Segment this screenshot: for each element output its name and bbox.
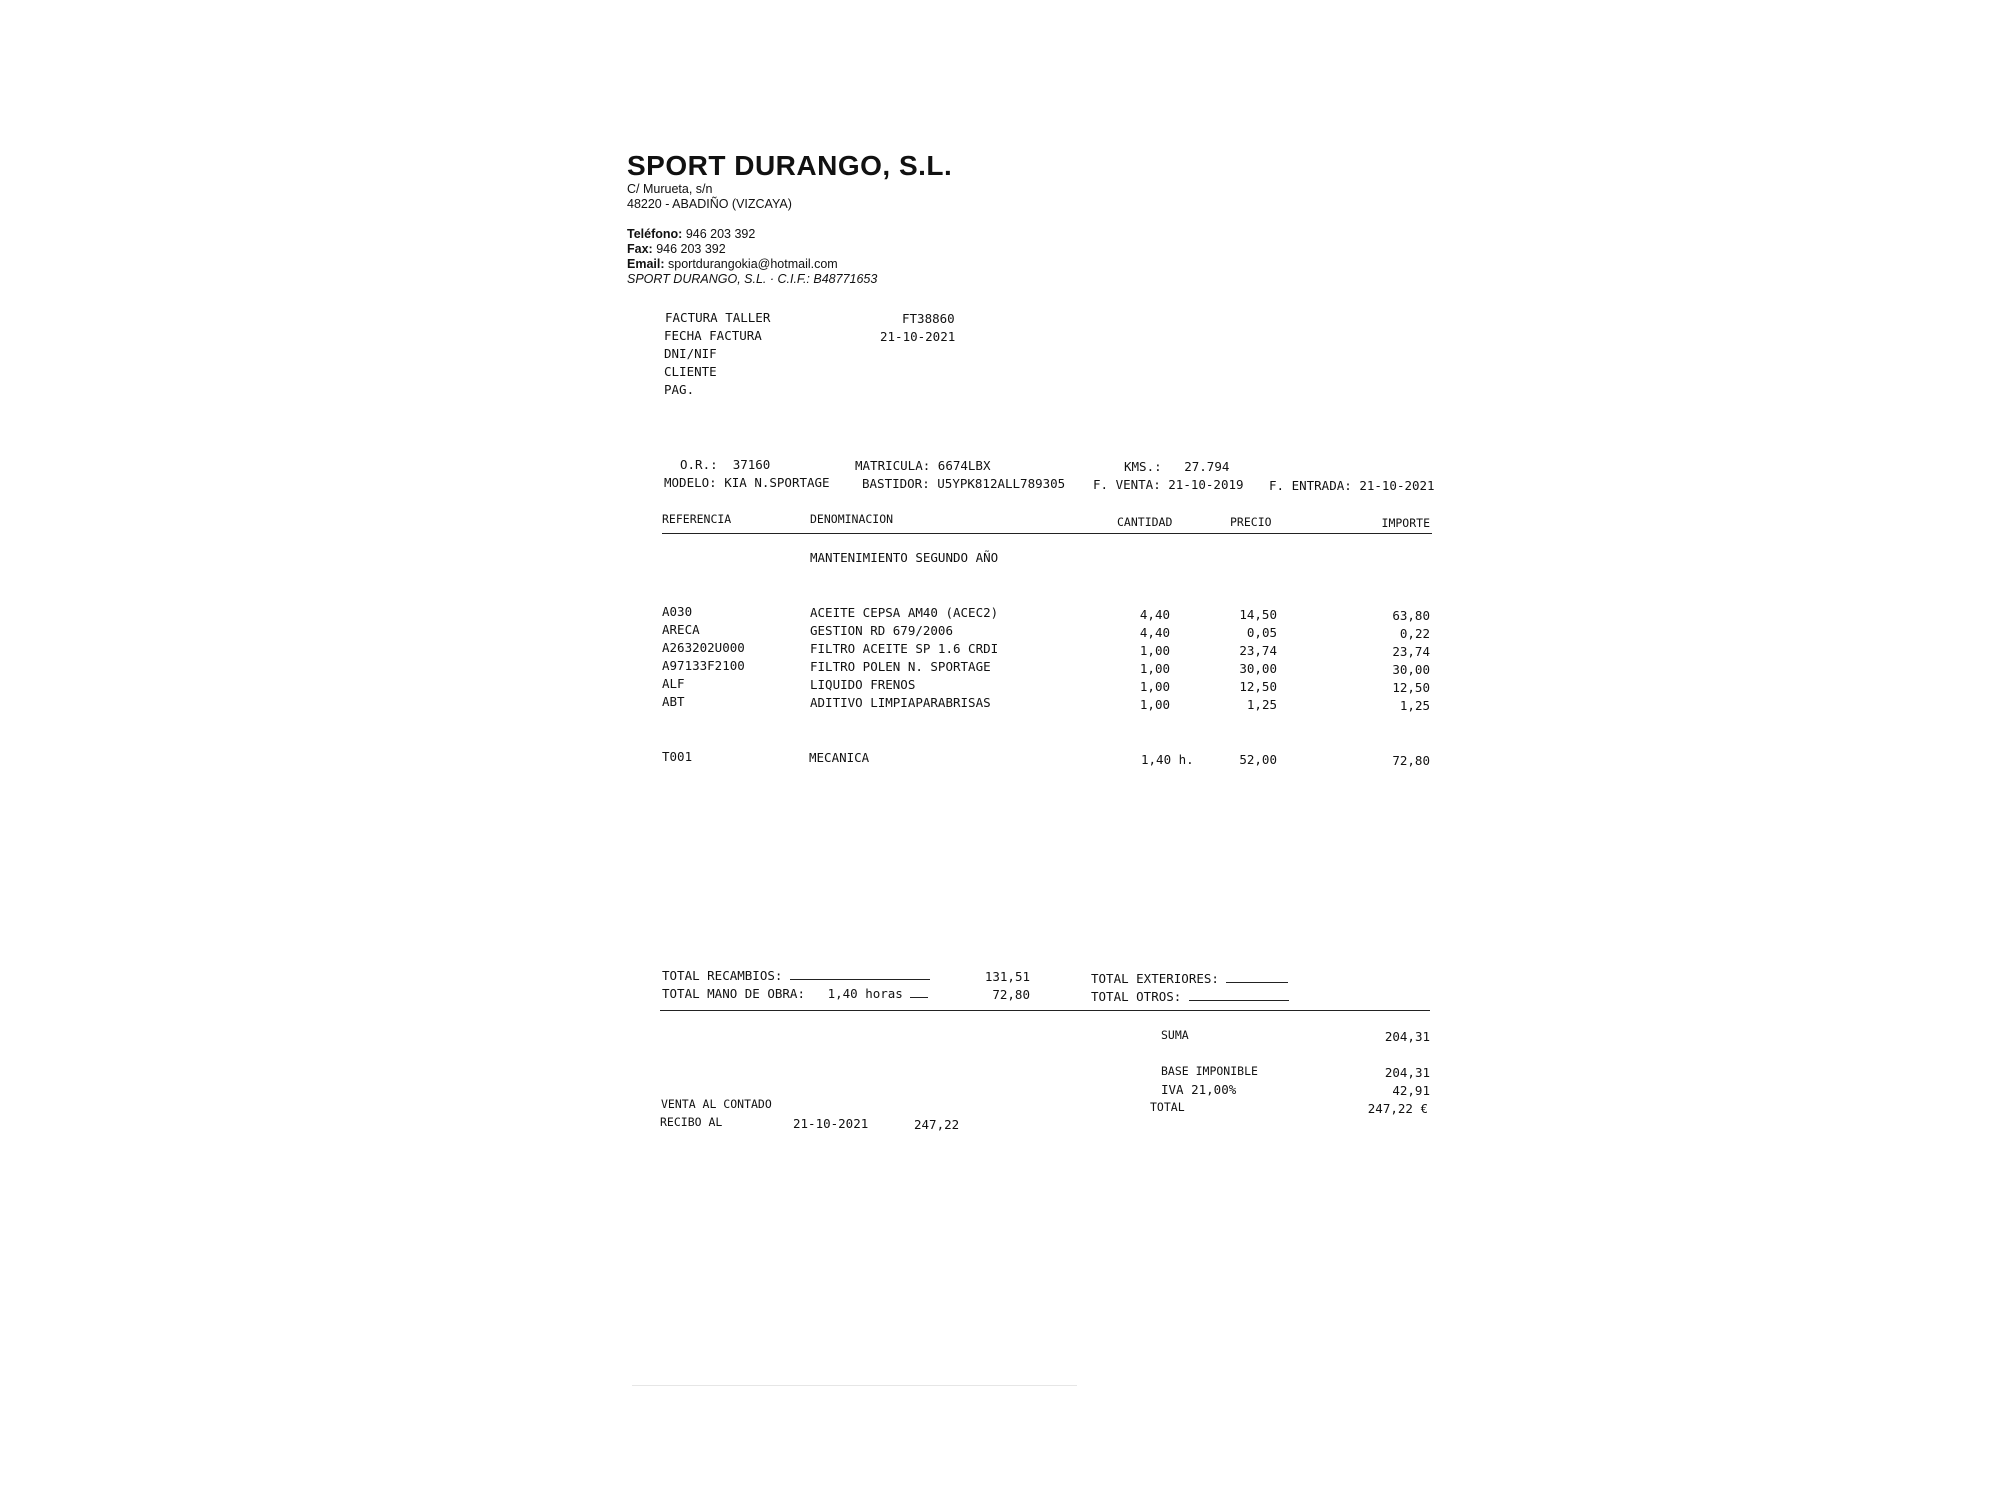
company-cif: SPORT DURANGO, S.L. · C.I.F.: B48771653 (627, 272, 878, 286)
company-street: C/ Murueta, s/n (627, 182, 713, 196)
bastidor-field (862, 476, 1065, 491)
phone-label: Teléfono: (627, 227, 683, 241)
row-desc: MECANICA (809, 750, 870, 765)
factura-label: FACTURA TALLER (665, 310, 771, 325)
row-ref: ALF (662, 676, 685, 691)
row-amount: 0,22 (1399, 626, 1430, 641)
row-amount: 63,80 (1392, 608, 1430, 623)
total-mano-field (662, 986, 928, 1001)
factura-value: FT38860 (902, 311, 955, 326)
row-ref: A97133F2100 (662, 658, 745, 673)
recibo-amount: 247,22 (914, 1117, 960, 1132)
section-title: MANTENIMIENTO SEGUNDO AÑO (810, 550, 999, 565)
row-ref: ARECA (662, 622, 700, 637)
total-mano-label: TOTAL MANO DE OBRA: (662, 986, 805, 1001)
row-desc: FILTRO POLEN N. SPORTAGE (810, 659, 991, 674)
header-referencia: REFERENCIA (662, 512, 732, 526)
total-recambios-field (662, 968, 930, 983)
total-exteriores-field (1091, 971, 1288, 986)
base-imponible-value: 204,31 (1384, 1065, 1430, 1080)
total-mano-hours: 1,40 horas (827, 986, 903, 1001)
matricula-value: 6674LBX (937, 458, 991, 473)
row-price: 14,50 (1239, 607, 1277, 622)
fecha-label: FECHA FACTURA (664, 328, 762, 343)
total-otros-field (1091, 989, 1289, 1004)
row-qty: 1,40 h. (1141, 752, 1194, 767)
fentrada-label: F. ENTRADA: (1269, 478, 1352, 493)
pag-label: PAG. (664, 382, 695, 397)
total-exteriores-label: TOTAL EXTERIORES: (1091, 971, 1219, 986)
venta-contado-label: VENTA AL CONTADO (661, 1097, 772, 1111)
header-importe: IMPORTE (1381, 516, 1430, 530)
row-price: 23,74 (1239, 643, 1277, 658)
company-city: 48220 - ABADIÑO (VIZCAYA) (627, 197, 792, 211)
base-imponible-label: BASE IMPONIBLE (1161, 1064, 1258, 1078)
fventa-label: F. VENTA: (1093, 477, 1161, 492)
total-otros-blank (1189, 990, 1289, 1001)
company-fax-line (627, 242, 726, 257)
row-desc: FILTRO ACEITE SP 1.6 CRDI (810, 641, 999, 656)
phone-value: 946 203 392 (685, 227, 756, 241)
row-ref: A263202U000 (662, 640, 745, 655)
row-qty: 1,00 (1139, 697, 1170, 712)
row-qty: 4,40 (1139, 625, 1170, 640)
suma-value: 204,31 (1384, 1029, 1430, 1044)
total-exteriores-blank (1226, 972, 1288, 983)
or-label: O.R.: (680, 457, 718, 472)
modelo-label: MODELO: (664, 475, 717, 490)
header-rule (662, 533, 1432, 534)
row-desc: LIQUIDO FRENOS (810, 677, 916, 692)
row-price: 52,00 (1239, 752, 1277, 767)
total-mano-value: 72,80 (992, 987, 1030, 1002)
row-amount: 72,80 (1392, 753, 1430, 768)
scan-artifact-line (632, 1385, 1077, 1386)
suma-label: SUMA (1161, 1028, 1189, 1042)
row-amount: 23,74 (1392, 644, 1430, 659)
total-otros-label: TOTAL OTROS: (1091, 989, 1182, 1004)
recibo-label: RECIBO AL (660, 1115, 723, 1129)
row-qty: 1,00 (1139, 679, 1170, 694)
row-qty: 4,40 (1139, 607, 1170, 622)
dni-label: DNI/NIF (664, 346, 717, 361)
company-email-line (627, 257, 838, 272)
matricula-label: MATRICULA: (855, 458, 931, 473)
row-price: 30,00 (1239, 661, 1277, 676)
total-recambios-value: 131,51 (984, 969, 1030, 984)
email-label: Email: (627, 257, 665, 271)
recibo-date: 21-10-2021 (793, 1116, 869, 1131)
bastidor-value: U5YPK812ALL789305 (937, 476, 1066, 491)
fentrada-value: 21-10-2021 (1359, 478, 1435, 493)
fentrada-field (1269, 478, 1435, 493)
cliente-label: CLIENTE (664, 364, 717, 379)
row-amount: 12,50 (1392, 680, 1430, 695)
or-field (680, 457, 770, 472)
row-amount: 30,00 (1392, 662, 1430, 677)
matricula-field (855, 458, 990, 473)
row-desc: ADITIVO LIMPIAPARABRISAS (810, 695, 991, 710)
row-qty: 1,00 (1139, 661, 1170, 676)
row-price: 12,50 (1239, 679, 1277, 694)
kms-label: KMS.: (1124, 459, 1162, 474)
fventa-field (1093, 477, 1244, 492)
header-denominacion: DENOMINACION (810, 512, 894, 526)
modelo-field (664, 475, 830, 490)
fax-value: 946 203 392 (656, 242, 726, 256)
row-amount: 1,25 (1399, 698, 1430, 713)
iva-label: IVA 21,00% (1161, 1082, 1237, 1097)
total-mano-blank (910, 987, 928, 998)
kms-value: 27.794 (1184, 459, 1230, 474)
fax-label: Fax: (627, 242, 653, 256)
row-ref: T001 (662, 749, 693, 764)
total-recambios-label: TOTAL RECAMBIOS: (662, 968, 783, 983)
row-price: 0,05 (1246, 625, 1277, 640)
total-value: 247,22 € (1367, 1101, 1428, 1116)
header-cantidad: CANTIDAD (1117, 515, 1173, 529)
row-ref: A030 (662, 604, 693, 619)
row-price: 1,25 (1246, 697, 1277, 712)
or-value: 37160 (732, 457, 771, 472)
email-value: sportdurangokia@hotmail.com (668, 257, 838, 271)
modelo-value: KIA N.SPORTAGE (724, 475, 830, 490)
total-recambios-blank (790, 969, 930, 980)
row-desc: ACEITE CEPSA AM40 (ACEC2) (810, 605, 999, 620)
total-label: TOTAL (1150, 1100, 1185, 1114)
bastidor-label: BASTIDOR: (862, 476, 930, 491)
row-desc: GESTION RD 679/2006 (810, 623, 953, 638)
row-ref: ABT (662, 694, 685, 709)
kms-field (1124, 459, 1229, 474)
iva-value: 42,91 (1392, 1083, 1430, 1098)
company-phone-line (627, 227, 755, 242)
row-qty: 1,00 (1139, 643, 1170, 658)
totals-rule (660, 1010, 1430, 1011)
fecha-value: 21-10-2021 (880, 329, 956, 344)
fventa-value: 21-10-2019 (1168, 477, 1244, 492)
header-precio: PRECIO (1230, 515, 1272, 529)
company-name: SPORT DURANGO, S.L. (627, 150, 953, 181)
